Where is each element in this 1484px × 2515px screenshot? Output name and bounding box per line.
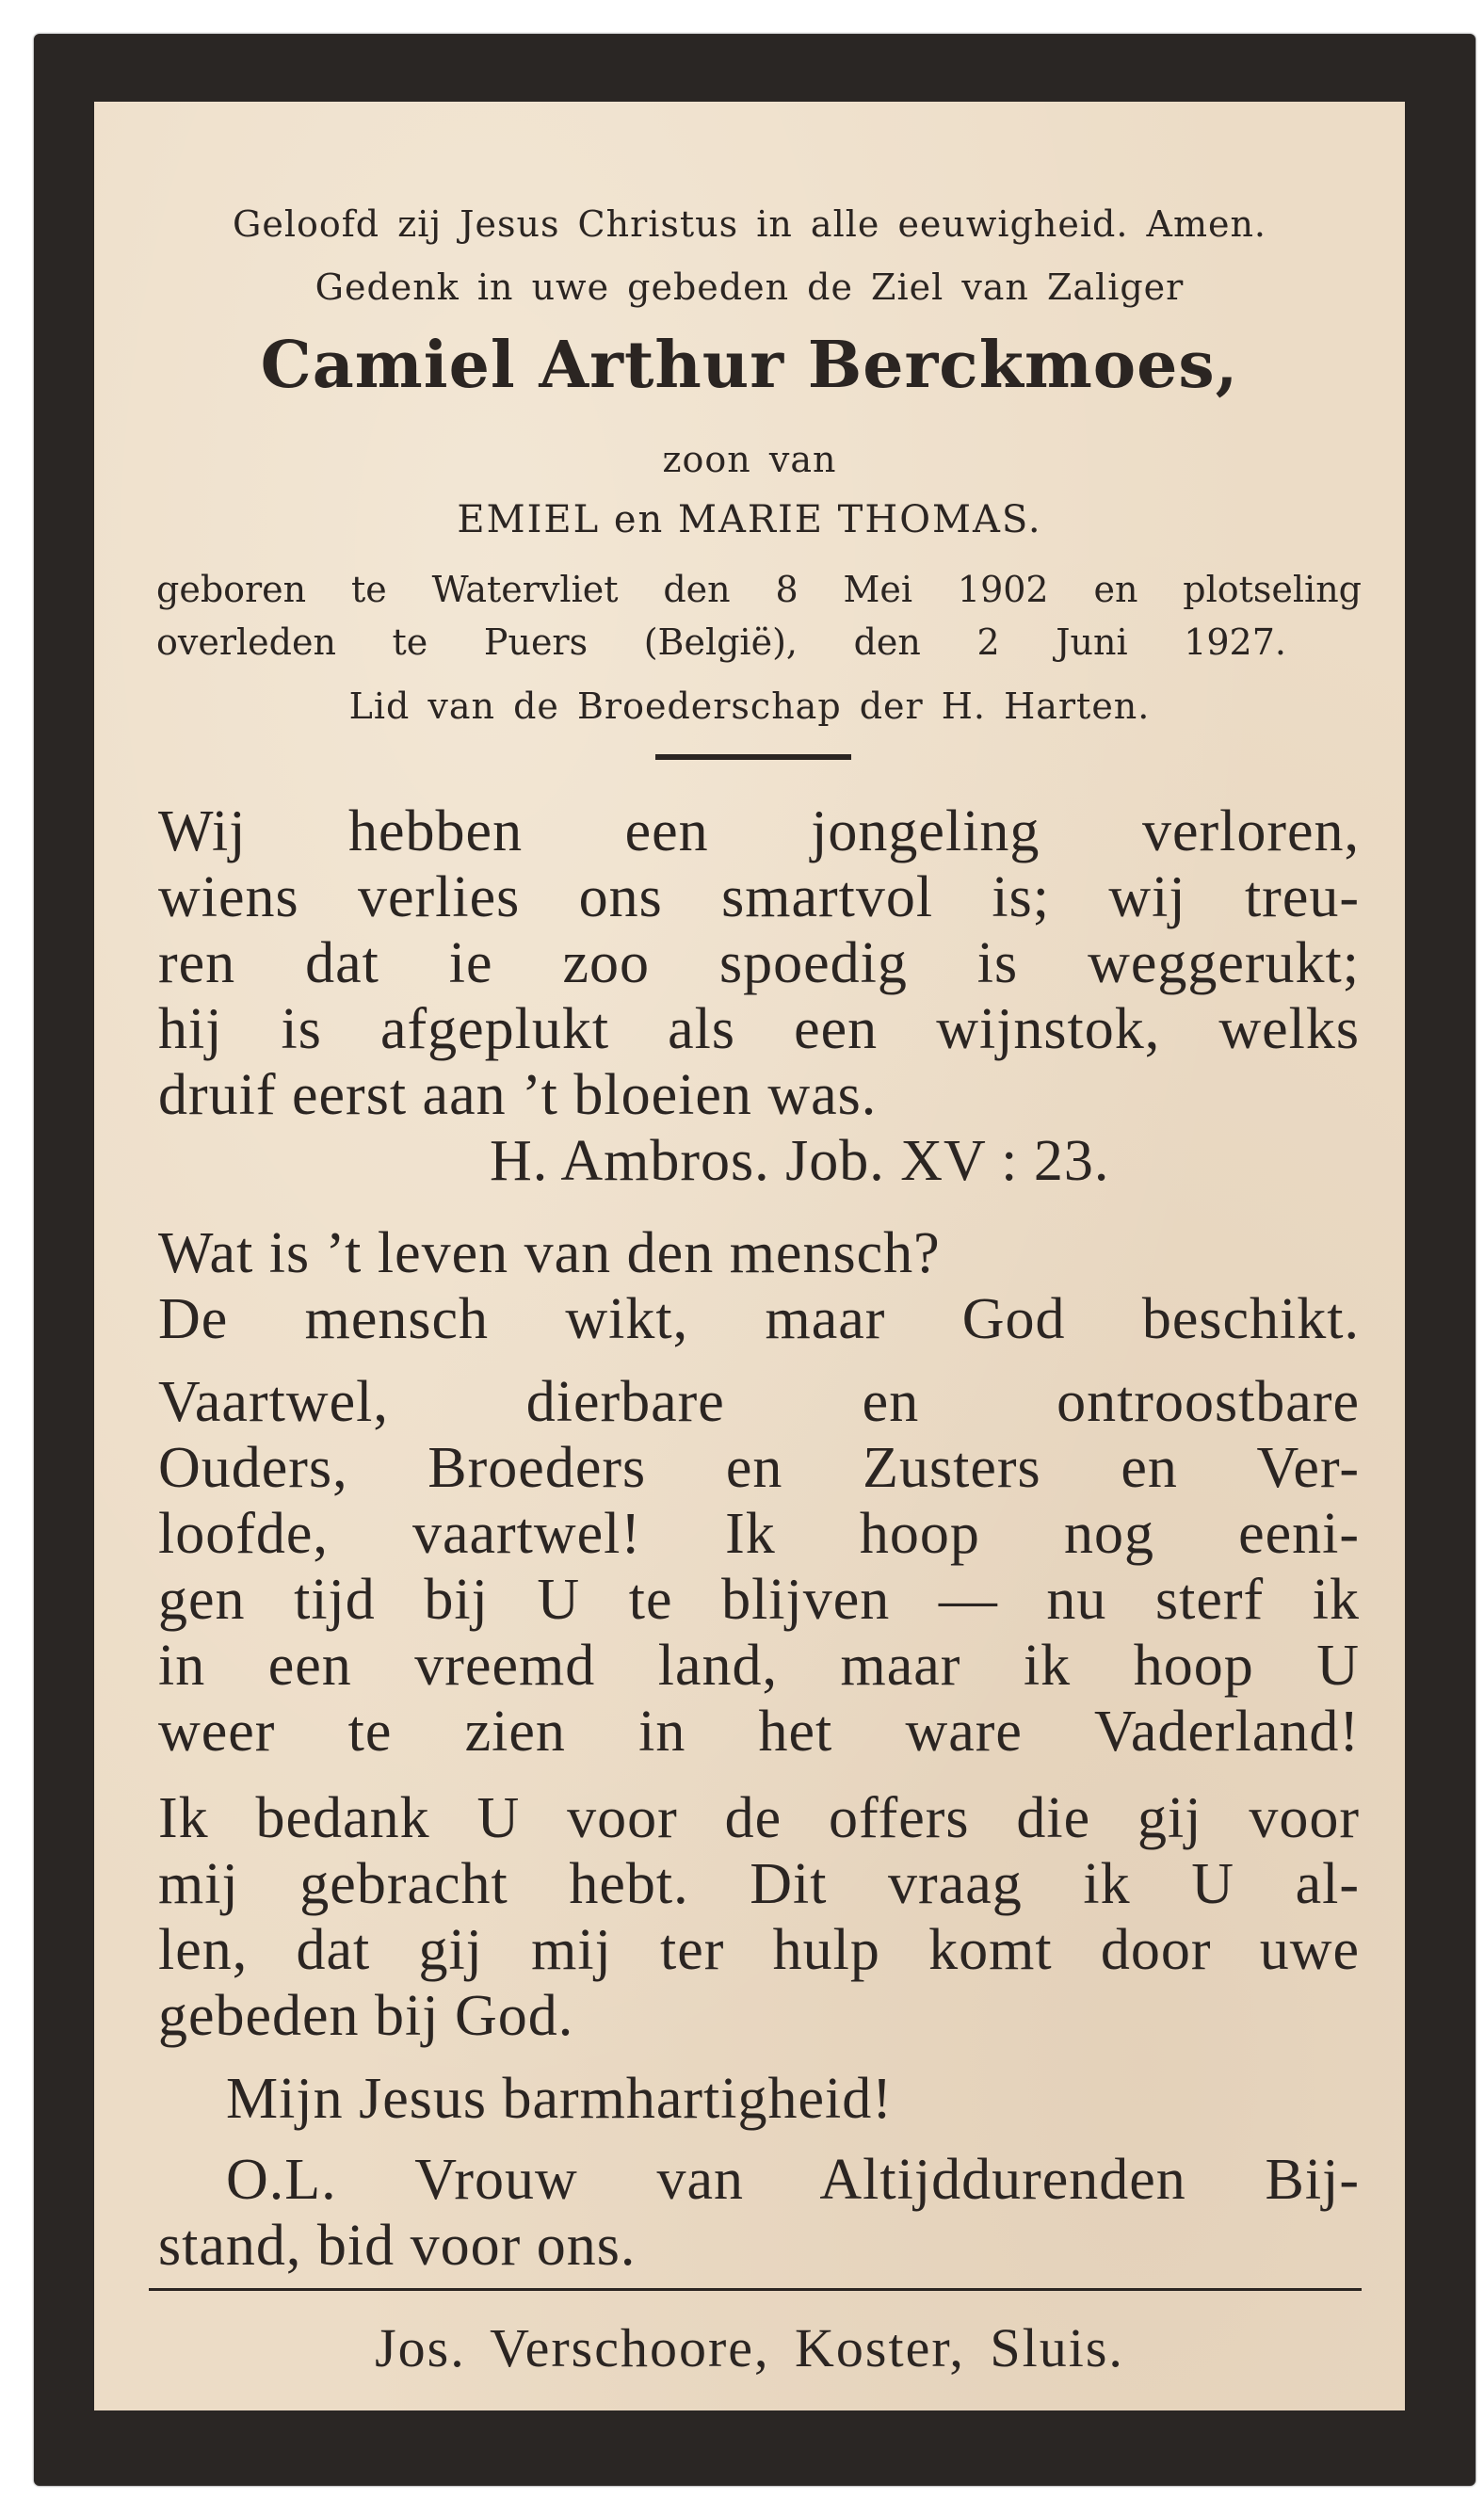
scripture-reference: H. Ambros. Job. XV : 23. (490, 1129, 1110, 1193)
body-line: Wij hebben een jongeling verloren, (158, 799, 1360, 863)
body-line: hij is afgeplukt als een wijnstok, welks (158, 997, 1360, 1061)
body-line: Ouders, Broeders en Zusters en Ver- (158, 1436, 1360, 1500)
body-line: gen tijd bij U te blijven — nu sterf ik (158, 1568, 1360, 1632)
body-line: Vaartwel, dierbare en ontroostbare (158, 1370, 1360, 1434)
body-line: loofde, vaartwel! Ik hoop nog eeni- (158, 1502, 1360, 1566)
body-line: mij gebracht hebt. Dit vraag ik U al- (158, 1852, 1360, 1916)
body-line: Mijn Jesus barmhartigheid! (226, 2067, 893, 2131)
body-line: len, dat gij mij ter hulp komt door uwe (158, 1918, 1360, 1982)
body-line: wiens verlies ons smartvol is; wij treu- (158, 865, 1360, 929)
printer-credit: Jos. Verschoore, Koster, Sluis. (375, 2317, 1124, 2378)
body-line: O.L. Vrouw van Altijddurenden Bij- (226, 2148, 1360, 2212)
body-line: Wat is ’t leven van den mensch? (158, 1221, 941, 1285)
deceased-name: Camiel Arthur Berckmoes, (260, 328, 1239, 403)
parents-names: EMIEL en MARIE THOMAS. (457, 498, 1042, 541)
divider-long (149, 2288, 1362, 2291)
divider-short (655, 754, 851, 760)
memorial-card (94, 102, 1405, 2410)
birth-line: geboren te Watervliet den 8 Mei 1902 en plotseling (156, 569, 1362, 610)
body-line: De mensch wikt, maar God beschikt. (158, 1287, 1360, 1351)
header-prayer-line: Geloofd zij Jesus Christus in alle eeuwigheid. Amen. (232, 203, 1267, 245)
death-line: overleden te Puers (België), den 2 Juni 1927. (156, 621, 1286, 663)
body-line: stand, bid voor ons. (158, 2214, 637, 2278)
body-line: Ik bedank U voor de offers die gij voor (158, 1786, 1360, 1850)
brotherhood-line: Lid van de Broederschap der H. Harten. (348, 685, 1151, 727)
header-remember-line: Gedenk in uwe gebeden de Ziel van Zaliger (315, 266, 1185, 308)
body-line: in een vreemd land, maar ik hoop U (158, 1634, 1360, 1698)
body-line: ren dat ie zoo spoedig is weggerukt; (158, 931, 1360, 995)
body-line: druif eerst aan ’t bloeien was. (158, 1063, 878, 1127)
body-line: weer te zien in het ware Vaderland! (158, 1700, 1360, 1764)
body-line: gebeden bij God. (158, 1984, 574, 2048)
son-of-line: zoon van (662, 439, 837, 480)
